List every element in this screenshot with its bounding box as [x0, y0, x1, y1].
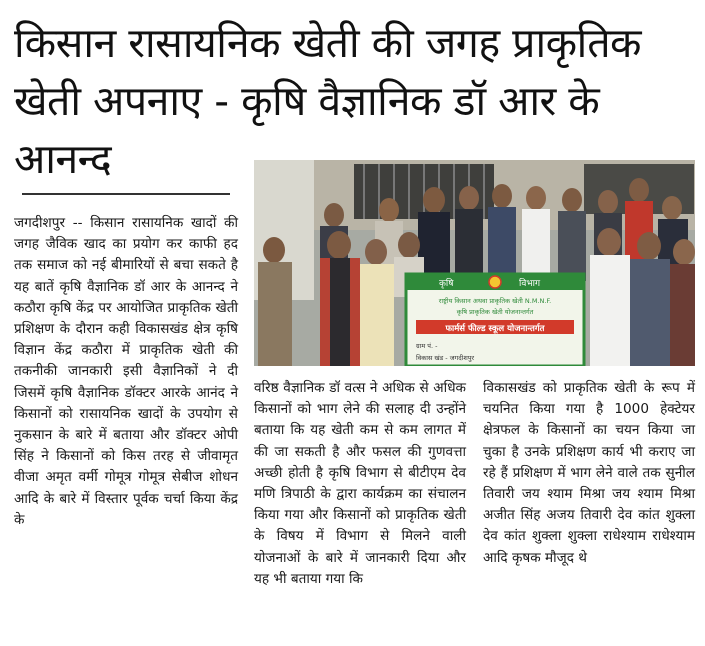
training-banner	[406, 274, 584, 366]
news-photo	[254, 160, 695, 366]
banner-venue: ग्राम पं. -	[416, 342, 438, 350]
article-column-3: विकासखंड को प्राकृतिक खेती के रूप में चयनित किया गया है 1000 हेक्टेयर क्षेत्रफल के किसानों का चयन किया जा चुका है उनके प्रशिक्षण कार्य भी कराए जा रहे हैं प्रशिक्षण में भाग लेने वाले तक सुनील तिवारी जय श्याम मिश्रा जय श्याम मिश्रा अजीत सिंह अजय तिवारी देव कांत शुक्ला देव कांत शुक्ला शुक्ला राधेश्याम राधेश्याम आदि कृषक मौजूद थे	[483, 380, 695, 566]
article-column-2: वरिष्ठ वैज्ञानिक डॉ वत्स ने अधिक से अधिक किसानों को भाग लेने की सलाह दी उन्होंने बताया कि यह खेती कम से कम लागत में की जा सकती है और फसल की गुणवत्ता अच्छी होती है कृषि विभाग से बीटीएम देव मणि त्रिपाठी के द्वारा कार्यक्रम का संचालन किया गया और किसानों को प्राकृतिक खेती के विषय में विभाग से मिलने वाली योजनाओं के बारे में जानकारी दिया और यह भी बताया गया कि	[254, 380, 466, 587]
banner-line-2: कृषि प्राकृतिक खेती योजनान्तर्गत	[456, 308, 534, 316]
banner-scheme: फार्मर्स फील्ड स्कूल योजनान्तर्गत	[445, 324, 545, 334]
article-column-1	[14, 213, 238, 531]
divider-rule	[22, 193, 230, 195]
banner-dept-right: विभाग	[519, 279, 541, 289]
banner-line-1: राष्ट्रीय किसान अथवा प्राकृतिक खेती N.M.N.F.	[438, 297, 552, 305]
banner-dept-left: कृषि	[439, 279, 454, 289]
dateline: जगदीशपुर --	[14, 215, 91, 231]
banner-block: विकास खंड - जगदीशपुर	[416, 354, 475, 362]
headline: किसान रासायनिक खेती की जगह प्राकृतिक खेती अपनाए - कृषि वैज्ञानिक डॉ आर के आनन्द	[14, 19, 642, 183]
article-text-1: किसान रासायनिक खादों की जगह जैविक खाद का प्रयोग कर काफी हद तक समाज को नई बीमारियों से बचा सकते है यह बातें कृषि वैज्ञानिक डॉ आर के आनन्द ने कठौरा कृषि केंद्र पर आयोजित प्राकृतिक खेती प्रशिक्षण के दौरान कही विकासखंड क्षेत्र कृषि विज्ञान केंद्र कठौरा में प्राकृतिक खेती की तकनीकी जानकारी इसी वैज्ञानिकों ने दी जिसमें कृषि वैज्ञानिक डॉक्टर आरके आनंद ने किसानों को रासायनिक खादों के उपयोग से नुकसान के बारे में बताया और डॉक्टर ओपी सिंह ने किसानों को किस तरह से जीवामृत वीजा अमृत वर्मी गोमूत्र गोमूत्र सेबीज शोधन आदि के बारे में विस्तार पूर्वक चर्चा किया केंद्र के	[14, 215, 238, 528]
